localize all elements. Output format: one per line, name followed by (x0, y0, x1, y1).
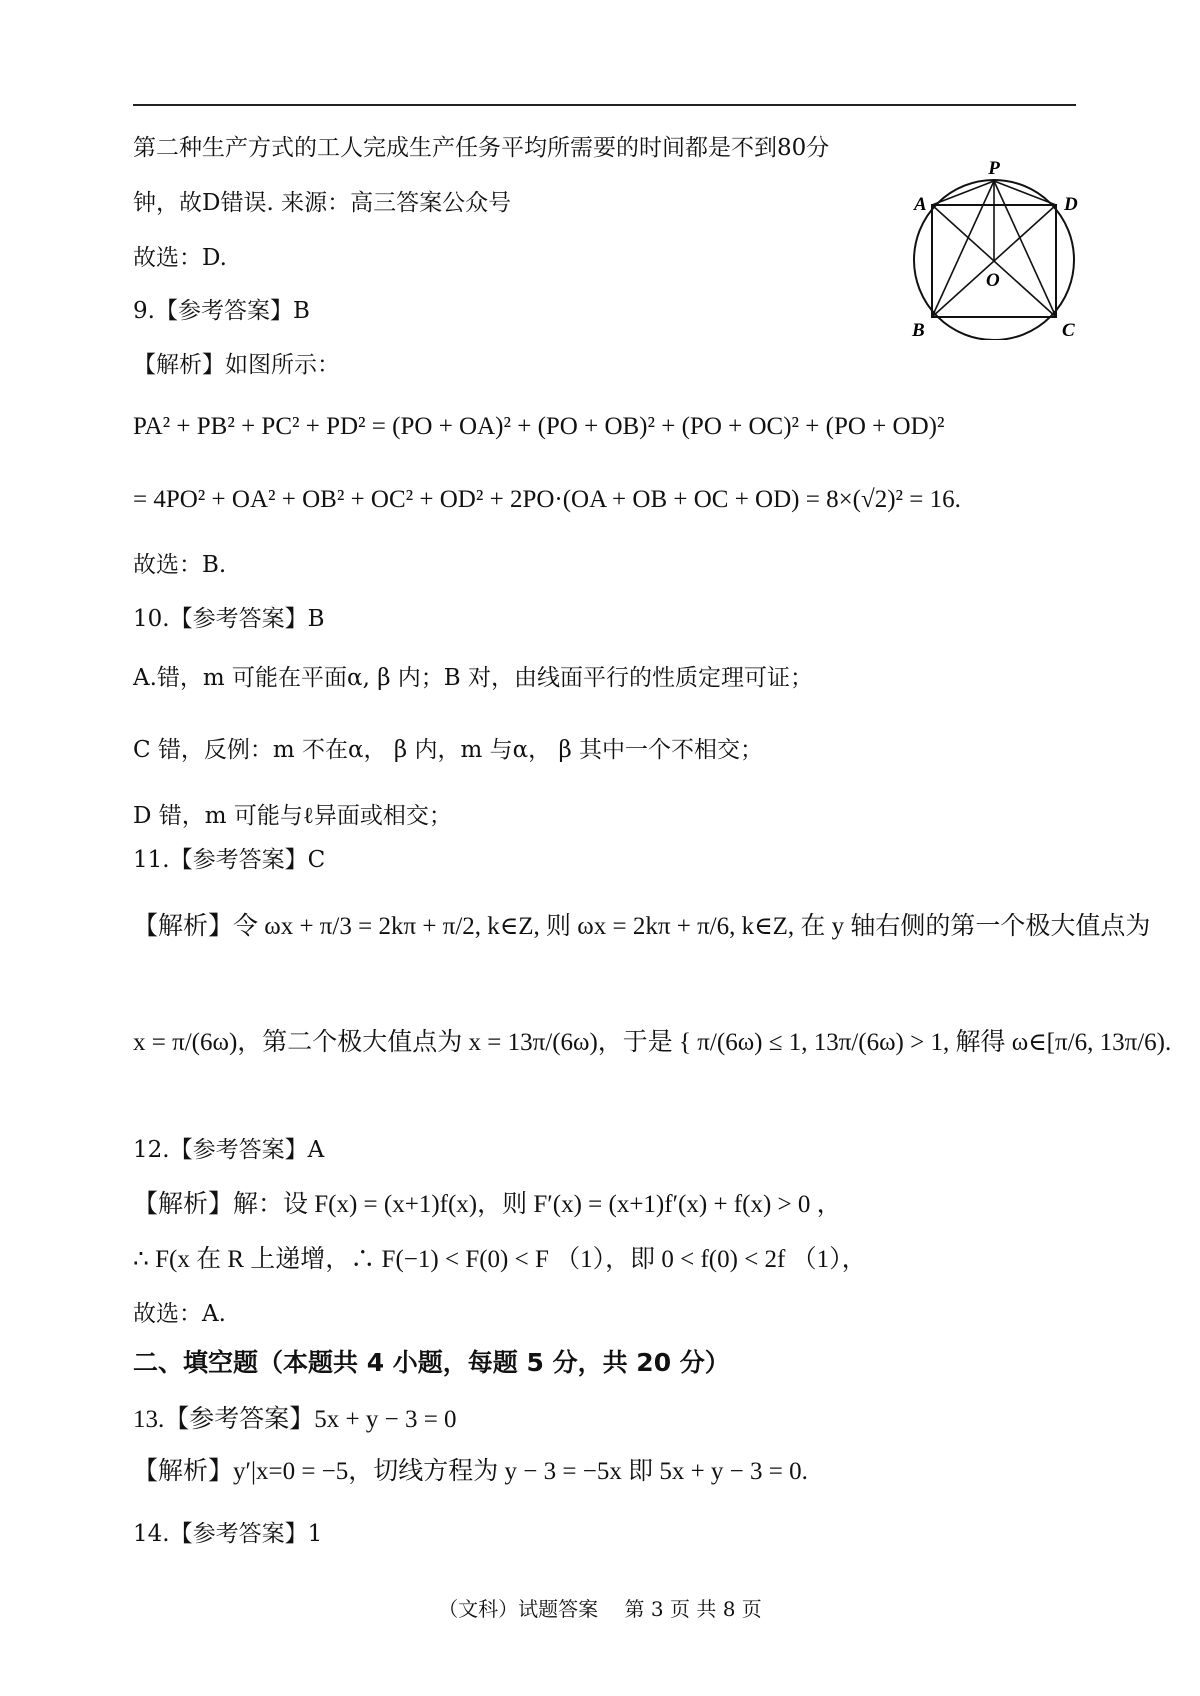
q10-option-a: A.错，m 可能在平面α, β 内；B 对，由线面平行的性质定理可证； (133, 665, 814, 691)
q14-answer-heading: 14.【参考答案】1 (133, 1521, 323, 1547)
q12-choose: 故选：A. (133, 1301, 226, 1327)
q12-analysis-line-1: 【解析】解：设 F(x) = (x+1)f(x)，则 F′(x) = (x+1)f′(x) + f(x) > 0 ， (133, 1191, 842, 1218)
q10-answer-heading: 10.【参考答案】B (133, 606, 325, 632)
q9-analysis-intro: 【解析】如图所示： (133, 352, 340, 378)
q10-option-c: C 错，反例：m 不在α， β 内，m 与α， β 其中一个不相交； (133, 737, 764, 763)
q11-answer-heading: 11.【参考答案】C (133, 847, 326, 873)
text-line-3: 故选：D. (133, 245, 227, 271)
label-a: A (914, 194, 927, 215)
label-p: P (988, 160, 1000, 179)
q12-analysis-line-2: ∴ F(x 在 R 上递增，∴ F(−1) < F(0) < F （1），即 0 < f(0) < 2f （1）， (133, 1246, 867, 1273)
top-rule (133, 104, 1076, 106)
label-c: C (1062, 320, 1075, 340)
q10-option-d: D 错，m 可能与ℓ异面或相交； (133, 803, 452, 829)
q9-equation-1: PA² + PB² + PC² + PD² = (PO + OA)² + (PO + OB)² + (PO + OC)² + (PO + OD)² (133, 413, 945, 440)
q11-analysis-line-1: 【解析】令 ωx + π/3 = 2kπ + π/2, k∈Z, 则 ωx = 2kπ + π/6, k∈Z, 在 y 轴右侧的第一个极大值点为 (133, 913, 1151, 940)
text-line-1: 第二种生产方式的工人完成生产任务平均所需要的时间都是不到80分 (133, 135, 830, 161)
q13-analysis: 【解析】y′|x=0 = −5，切线方程为 y − 3 = −5x 即 5x + y − 3 = 0. (133, 1458, 808, 1485)
circle-square-figure (888, 160, 1100, 340)
page-footer (0, 1596, 1200, 1622)
label-o: O (986, 270, 1000, 291)
q11-analysis-line-2: x = π/(6ω)，第二个极大值点为 x = 13π/(6ω)，于是 { π/(6ω) ≤ 1, 13π/(6ω) > 1, 解得 ω∈[π/6, 13π/6). (133, 1029, 1172, 1056)
label-b: B (912, 320, 925, 340)
q9-choose: 故选：B. (133, 552, 227, 578)
footer-subject: （文科）试题答案 (438, 1597, 599, 1621)
text-line-2: 钟，故D错误. 来源：高三答案公众号 (133, 190, 512, 216)
q12-answer-heading: 12.【参考答案】A (133, 1137, 325, 1163)
q9-answer-heading: 9.【参考答案】B (133, 298, 310, 324)
label-d: D (1064, 194, 1078, 215)
q9-equation-2: = 4PO² + OA² + OB² + OC² + OD² + 2PO·(OA + OB + OC + OD) = 8×(√2)² = 16. (133, 486, 961, 513)
q13-answer-heading: 13.【参考答案】5x + y − 3 = 0 (133, 1406, 457, 1433)
section-2-heading: 二、填空题（本题共 4 小题，每题 5 分，共 20 分） (133, 1348, 730, 1377)
footer-page-number: 第 3 页 共 8 页 (624, 1597, 762, 1621)
